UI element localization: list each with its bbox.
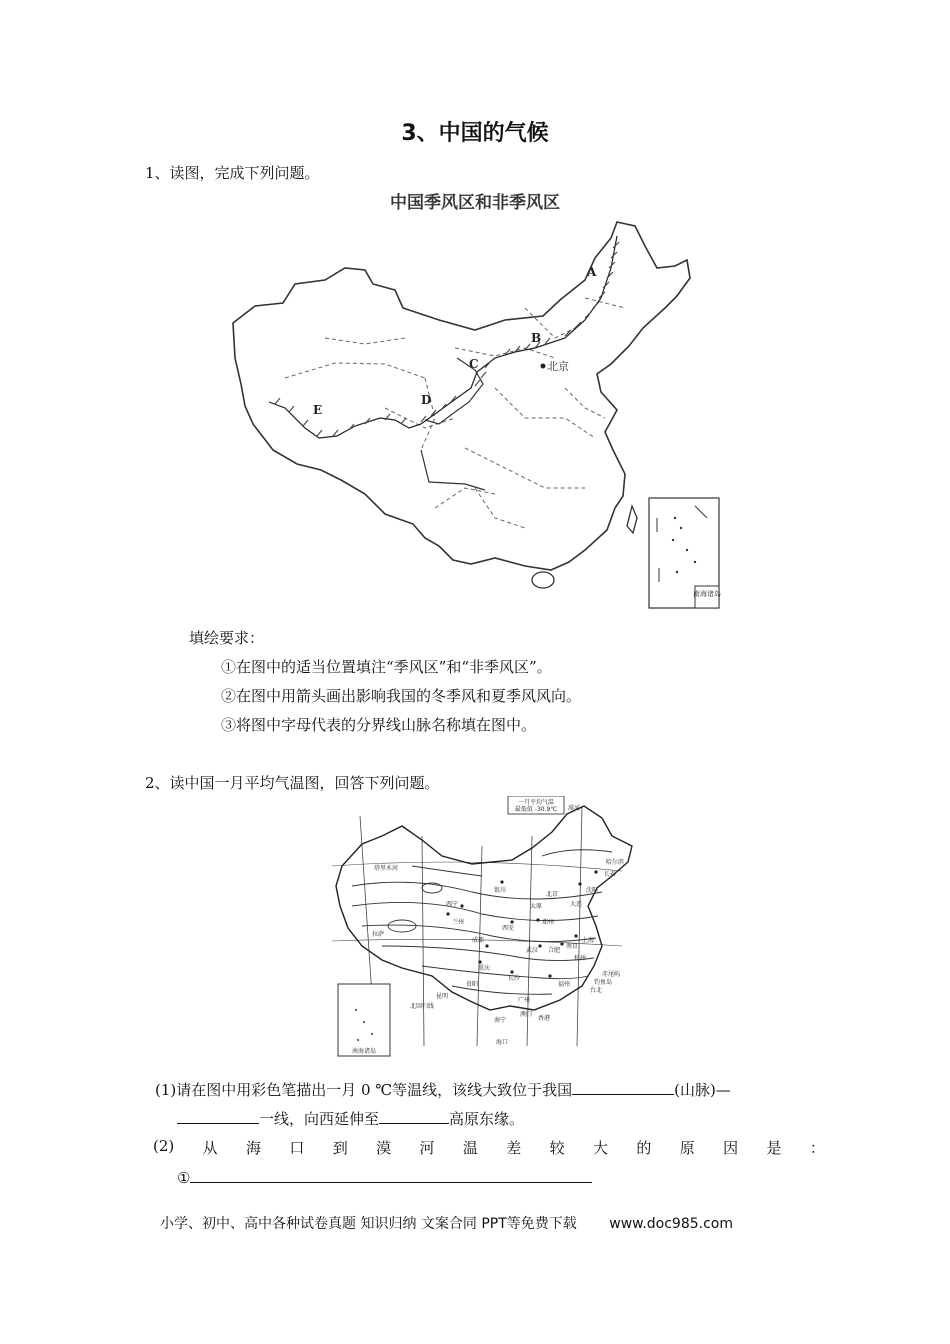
label-lhasa: 拉萨 bbox=[372, 931, 385, 938]
sub2-char: 到 bbox=[332, 1139, 348, 1157]
label-shanghai: 上海 bbox=[582, 937, 595, 944]
label-haikou: 海口 bbox=[496, 1039, 509, 1046]
answer-blank-1[interactable] bbox=[190, 1168, 592, 1183]
requirement-2: ②在图中用箭头画出影响我国的冬季风和夏季风风向。 bbox=[221, 687, 582, 705]
label-chengdu: 成都 bbox=[472, 937, 485, 944]
inset-label: 南海诸岛 bbox=[693, 590, 721, 598]
page-title: 3、中国的气候 bbox=[401, 121, 549, 146]
label-taiyuan: 太原 bbox=[530, 903, 543, 910]
label-fuzhou: 福州 bbox=[558, 981, 571, 988]
label-kunming: 昆明 bbox=[436, 993, 449, 1000]
january-temperature-map bbox=[312, 796, 637, 1058]
label-zhengzhou: 郑州 bbox=[542, 919, 555, 926]
legend-line-1: 一月平均气温 bbox=[517, 799, 555, 806]
footer bbox=[160, 1213, 733, 1233]
answer-marker-1: ① bbox=[177, 1169, 191, 1187]
sub-question-1-line-2 bbox=[177, 1108, 524, 1129]
requirements-title: 填绘要求： bbox=[189, 629, 265, 647]
sub2-char: 大 bbox=[592, 1139, 608, 1157]
sub-question-1-part-b: (山脉)— bbox=[674, 1081, 731, 1099]
label-shenyang: 沈阳 bbox=[586, 887, 599, 894]
label-nanjing: 南京 bbox=[566, 943, 579, 950]
label-chongqing: 重庆 bbox=[478, 965, 491, 972]
sub2-char: 温 bbox=[462, 1139, 478, 1157]
label-hongkong: 香港 bbox=[538, 1015, 551, 1022]
map-letter-c: C bbox=[469, 357, 479, 371]
sub-question-1-part-c: 一线，向西延伸至 bbox=[259, 1110, 380, 1128]
label-hefei: 合肥 bbox=[548, 947, 561, 954]
label-guiyang: 贵阳 bbox=[466, 981, 479, 988]
sub-question-1-part-d: 高原东缘。 bbox=[449, 1110, 525, 1128]
sub2-char: 河 bbox=[419, 1139, 435, 1157]
label-chiweiyu: 赤尾屿 bbox=[602, 971, 621, 978]
map-letter-e: E bbox=[313, 403, 323, 417]
label-xian: 西安 bbox=[502, 925, 515, 932]
sub2-char: (2) bbox=[153, 1137, 175, 1155]
label-mohe: 漠河 bbox=[568, 805, 581, 812]
label-dalian: 大连 bbox=[570, 901, 583, 908]
sub2-char: 口 bbox=[289, 1139, 305, 1157]
label-changsha: 长沙 bbox=[508, 975, 521, 982]
label-tropic: 北回归线 bbox=[410, 1003, 435, 1010]
label-nanning: 南宁 bbox=[494, 1017, 507, 1024]
map-city-beijing: 北京 bbox=[547, 360, 569, 373]
blank-line[interactable] bbox=[177, 1109, 259, 1124]
label-macau: 澳门 bbox=[520, 1011, 533, 1018]
sub2-char: 是 bbox=[766, 1139, 782, 1157]
label-tarim: 塔里木河 bbox=[374, 865, 399, 872]
requirement-1: ①在图中的适当位置填注“季风区”和“非季风区”。 bbox=[221, 658, 552, 676]
label-changchun: 长春 bbox=[604, 871, 617, 878]
monsoon-map bbox=[225, 188, 725, 618]
label-harbin: 哈尔滨 bbox=[606, 859, 625, 866]
sub2-char: 差 bbox=[506, 1139, 522, 1157]
label-hangzhou: 杭州 bbox=[574, 955, 587, 962]
map-title: 中国季风区和非季风区 bbox=[390, 193, 560, 213]
inset-frame bbox=[338, 984, 390, 1056]
sub-question-2 bbox=[153, 1137, 825, 1158]
question-2-prompt: 2、读中国一月平均气温图，回答下列问题。 bbox=[145, 774, 440, 792]
sub2-char: 海 bbox=[245, 1139, 261, 1157]
label-wuhan: 武汉 bbox=[526, 947, 539, 954]
label-diaoyudao: 钓鱼岛 bbox=[594, 979, 613, 986]
blank-mountain[interactable] bbox=[572, 1080, 674, 1095]
sub-question-1-part-a: (1)请在图中用彩色笔描出一月 0 ℃等温线，该线大致位于我国 bbox=[155, 1081, 573, 1099]
label-taipei: 台北 bbox=[590, 987, 603, 994]
requirement-3: ③将图中字母代表的分界线山脉名称填在图中。 bbox=[221, 716, 537, 734]
label-xining: 西宁 bbox=[446, 901, 459, 908]
map-letter-d: D bbox=[421, 393, 432, 407]
footer-url[interactable]: www.doc985.com bbox=[609, 1216, 733, 1232]
label-beijing: 北京 bbox=[546, 891, 559, 898]
sub-question-2-answer-1 bbox=[177, 1168, 592, 1187]
footer-text: 小学、初中、高中各种试卷真题 知识归纳 文案合同 PPT等免费下载 bbox=[160, 1216, 577, 1232]
sub2-char: 从 bbox=[202, 1139, 218, 1157]
label-lanzhou: 兰州 bbox=[452, 919, 465, 926]
sub2-char: ： bbox=[809, 1139, 825, 1157]
inset-label: 南海诸岛 bbox=[351, 1048, 377, 1055]
label-guangzhou: 广州 bbox=[518, 997, 531, 1004]
blank-plateau[interactable] bbox=[379, 1109, 449, 1124]
sub2-char: 漠 bbox=[376, 1139, 392, 1157]
legend-line-2: 最低值 -30.9℃ bbox=[514, 806, 558, 813]
question-1-prompt: 1、读图，完成下列问题。 bbox=[145, 164, 320, 182]
map-letter-b: B bbox=[531, 331, 542, 345]
sub2-char: 因 bbox=[723, 1139, 739, 1157]
sub-question-1-line-1 bbox=[155, 1079, 731, 1100]
sub2-char: 的 bbox=[636, 1139, 652, 1157]
sub2-char: 原 bbox=[679, 1139, 695, 1157]
map-letter-a: A bbox=[587, 265, 597, 279]
label-yinchuan: 银川 bbox=[494, 887, 507, 894]
sub2-char: 较 bbox=[549, 1139, 565, 1157]
